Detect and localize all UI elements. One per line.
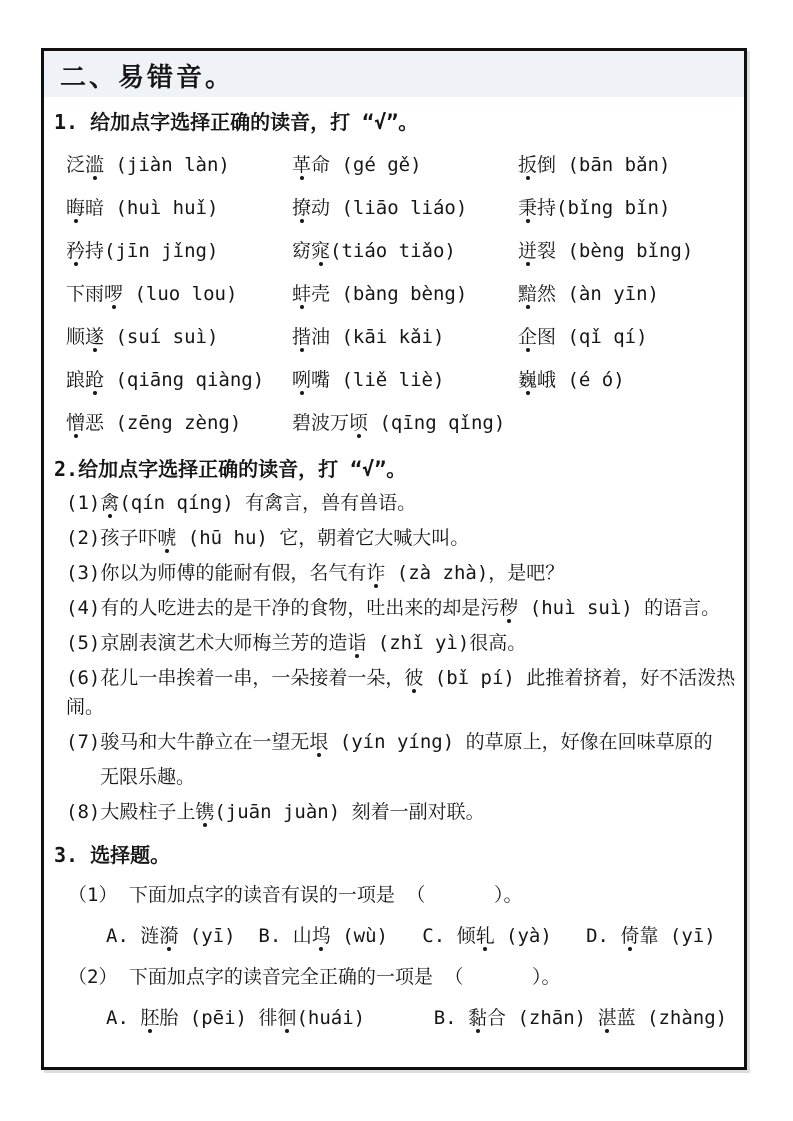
exercise-item: (7)骏马和大牛静立在一望无垠 (yín yíng) 的草原上，好像在回味草原的 [66, 731, 713, 753]
word-cell: 揩油 (kāi kǎi) [292, 326, 445, 348]
word-cell: 窈窕(tiáo tiǎo) [292, 240, 456, 262]
grid-row [66, 185, 736, 228]
pronunciation-grid [66, 142, 736, 443]
grid-row [66, 400, 736, 443]
exercise-item: (2)孩子吓唬 (hū hu) 它，朝着它大喊大叫。 [66, 527, 470, 549]
word-cell: 撩动 (liāo liáo) [292, 197, 468, 219]
word-cell: 踉跄 (qiāng qiàng) [66, 369, 265, 391]
grid-row [66, 142, 736, 185]
worksheet-content [44, 51, 744, 1033]
worksheet-frame [41, 48, 747, 1070]
exercise-item: (6)花儿一串挨着一串，一朵接着一朵，彼 (bǐ pí) 此推着挤着，好不活泼热闹。 [66, 667, 736, 718]
word-cell: 下雨啰 (luo lou) [66, 283, 238, 305]
word-cell: 革命 (gé gě) [292, 154, 422, 176]
question-3-heading: 3. 选择题。 [54, 843, 171, 867]
word-cell: 泛滥 (jiàn làn) [66, 154, 230, 176]
choice-question-2: （2） 下面加点字的读音完全正确的一项是 （ ）。 [68, 966, 561, 988]
choice-question-1-options: A. 涟漪 (yī) B. 山坞 (wù) C. 倾轧 (yà) D. 倚靠 (yī) [106, 925, 716, 947]
grid-row [66, 228, 736, 271]
choice-question-2-options: A. 胚胎 (pēi) 徘徊(huái) B. 黏合 (zhān) 湛蓝 (zhàng) [106, 1007, 728, 1029]
word-cell: 咧嘴 (liě liè) [292, 369, 445, 391]
multiple-choice-section [68, 881, 736, 1033]
exercise-item: (8)大殿柱子上镌(juān juàn) 刻着一副对联。 [66, 801, 485, 823]
question-2-heading: 2.给加点字选择正确的读音，打 “√”。 [54, 457, 407, 481]
choice-question-1: （1） 下面加点字的读音有误的一项是 （ ）。 [68, 884, 523, 906]
question-1-heading: 1. 给加点字选择正确的读音，打 “√”。 [54, 110, 419, 134]
exercise-item: (1)禽(qín qíng) 有禽言，兽有兽语。 [66, 492, 417, 514]
grid-row [66, 271, 736, 314]
word-cell: 扳倒 (bān bǎn) [518, 154, 671, 176]
word-cell: 秉持(bǐng bǐn) [518, 197, 671, 219]
exercise-item: (4)有的人吃进去的是干净的食物，吐出来的却是污秽 (huì suì) 的语言。 [66, 597, 721, 619]
word-cell: 蚌壳 (bàng bèng) [292, 283, 468, 305]
word-cell: 迸裂 (bèng bǐng) [518, 240, 694, 262]
word-cell: 碧波万顷 (qīng qǐng) [292, 412, 506, 434]
word-cell: 黯然 (àn yīn) [518, 283, 659, 305]
page-title: 二、易错音。 [60, 63, 235, 93]
word-cell: 顺遂 (suí suì) [66, 326, 219, 348]
sentence-exercise-list [66, 489, 736, 827]
word-cell: 晦暗 (huì huǐ) [66, 197, 219, 219]
word-cell: 巍峨 (é ó) [518, 369, 625, 391]
word-cell: 憎恶 (zēng zèng) [66, 412, 242, 434]
grid-row [66, 357, 736, 400]
exercise-item-continuation: 无限乐趣。 [100, 766, 196, 788]
grid-row [66, 314, 736, 357]
word-cell: 矜持(jīn jǐng) [66, 240, 219, 262]
exercise-item: (5)京剧表演艺术大师梅兰芳的造诣 (zhǐ yì)很高。 [66, 632, 527, 654]
word-cell: 企图 (qǐ qí) [518, 326, 648, 348]
exercise-item: (3)你以为师傅的能耐有假，名气有诈 (zà zhà)，是吧？ [66, 562, 565, 584]
